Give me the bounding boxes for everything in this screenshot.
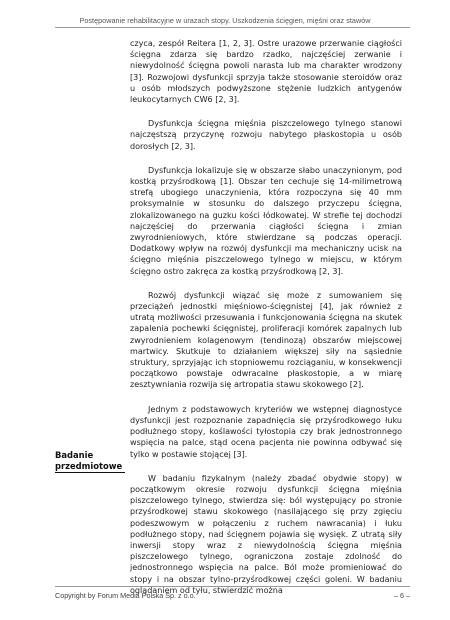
- paragraph-6: W badaniu fizykalnym (należy zbadać obydwie stopy) w początkowym okresie rozwoju dysfunkcji ścięgna mięśnia piszczelowego tylnego, stwierdza się: ból występujący po stronie przyśrodkowej stawu skokowego (nasilającego się przy zgięciu podeszwowym w połączeniu z ruchem nawracania) i łuku podłużnego stopy, nad ścięgnem pojawia się wysięk. Z utratą siły inwersji stopy wraz z niewydolnością ścięgna mięśnia piszczelowego tylnego, ograniczona zostaje zdolność do jednostronnego wspięcia na palce. Ból może promieniować do stopy i na obszar tylno-przyśrodkowej części goleni. W badaniu oglądaniem od tyłu, stwierdzić można: [130, 473, 402, 595]
- page-header: [0, 0, 450, 30]
- paragraph-1: czyca, zespół Reitera [1, 2, 3]. Ostre urazowe przerwanie ciągłości ścięgna zdarza się bardzo rzadko, najczęściej zerwanie i niewydolność ścięgna powoli narasta lub ma charakter wrodzony [3]. Rozwojowi dysfunkcji sprzyja także stosowanie steroidów oraz u osób młodszych podwyższone stężenie ludzkich antygenów leukocytarnych CW6 [2, 3].: [130, 39, 402, 105]
- page-number: – 6 –: [394, 591, 410, 600]
- paragraph-2: Dysfunkcja ścięgna mięśnia piszczelowego tylnego stanowi najczęstszą przyczynę rozwoju nabytego płaskostopia u osób dorosłych [2, 3].: [130, 119, 402, 151]
- footer-copyright: Copyright by Forum Media Polska Sp. z o.o.: [55, 591, 196, 600]
- footer-divider: [55, 586, 410, 587]
- header-divider: [55, 27, 410, 28]
- paragraph-3: Dysfunkcja lokalizuje się w obszarze słabo unaczynionym, pod kostką przyśrodkową [1]. Obszar ten cechuje się 14-milimetrową strefą ubogiego unaczynienia, która rozpoczyna się 40 mm proksymalnie w stosunku do dalszego przyczepu ścięgna, zlokalizowanego na guzku kości łódkowatej. W strefie tej dochodzi najczęściej do przerwania ciągłości ścięgna i zmian zwyrodnieniowych, które stwierdzane są podczas operacji. Dodatkowy wpływ na rozwój dysfunkcji ma mechaniczny ucisk na ścięgno mięśnia piszczelowego tylnego w miejscu, w którym ścięgno ostro zakręca za kostką przyśrodkową [2, 3].: [130, 165, 402, 276]
- running-header-title: Postępowanie rehabilitacyjne w urazach stopy. Uszkodzenia ścięgien, mięśni oraz stawów: [79, 16, 371, 25]
- section-heading-badanie-przedmiotowe: Badanie przedmiotowe: [55, 450, 125, 473]
- main-text-column: [130, 38, 402, 609]
- sidebar-heading-block: [55, 450, 125, 473]
- paragraph-4: Rozwój dysfunkcji wiązać się może z sumowaniem się przeciążeń jednostki mięśniowo-ścięgnistej [4], jak również z utratą możliwości przesuwania i funkcjonowania ścięgna na skutek zapalenia pochewki ścięgnistej, proliferacji komórek zapalnych lub zwyrodnieniem kolagenowym (tendinozą) obszarów miejscowej martwicy. Skutkuje to działaniem większej siły na sąsiednie struktury, sprzyjając ich stopniowemu rozciąganiu, w konsekwencji początkowo powstaje odwracalne płaskostopie, a w miarę zesztywniania rozwija się artropatia stawu skokowego [2].: [130, 290, 402, 390]
- paragraph-5: Jednym z podstawowych kryteriów we wstępnej diagnostyce dysfunkcji jest rozpoznanie zapadnięcia się przyśrodkowego łuku podłużnego stopy, koślawości tyłostopia czy brak jednostronnego wspięcia na palce, stąd ocena pacjenta nie powinna odbywać się tylko w postawie stojącej [3].: [130, 404, 402, 459]
